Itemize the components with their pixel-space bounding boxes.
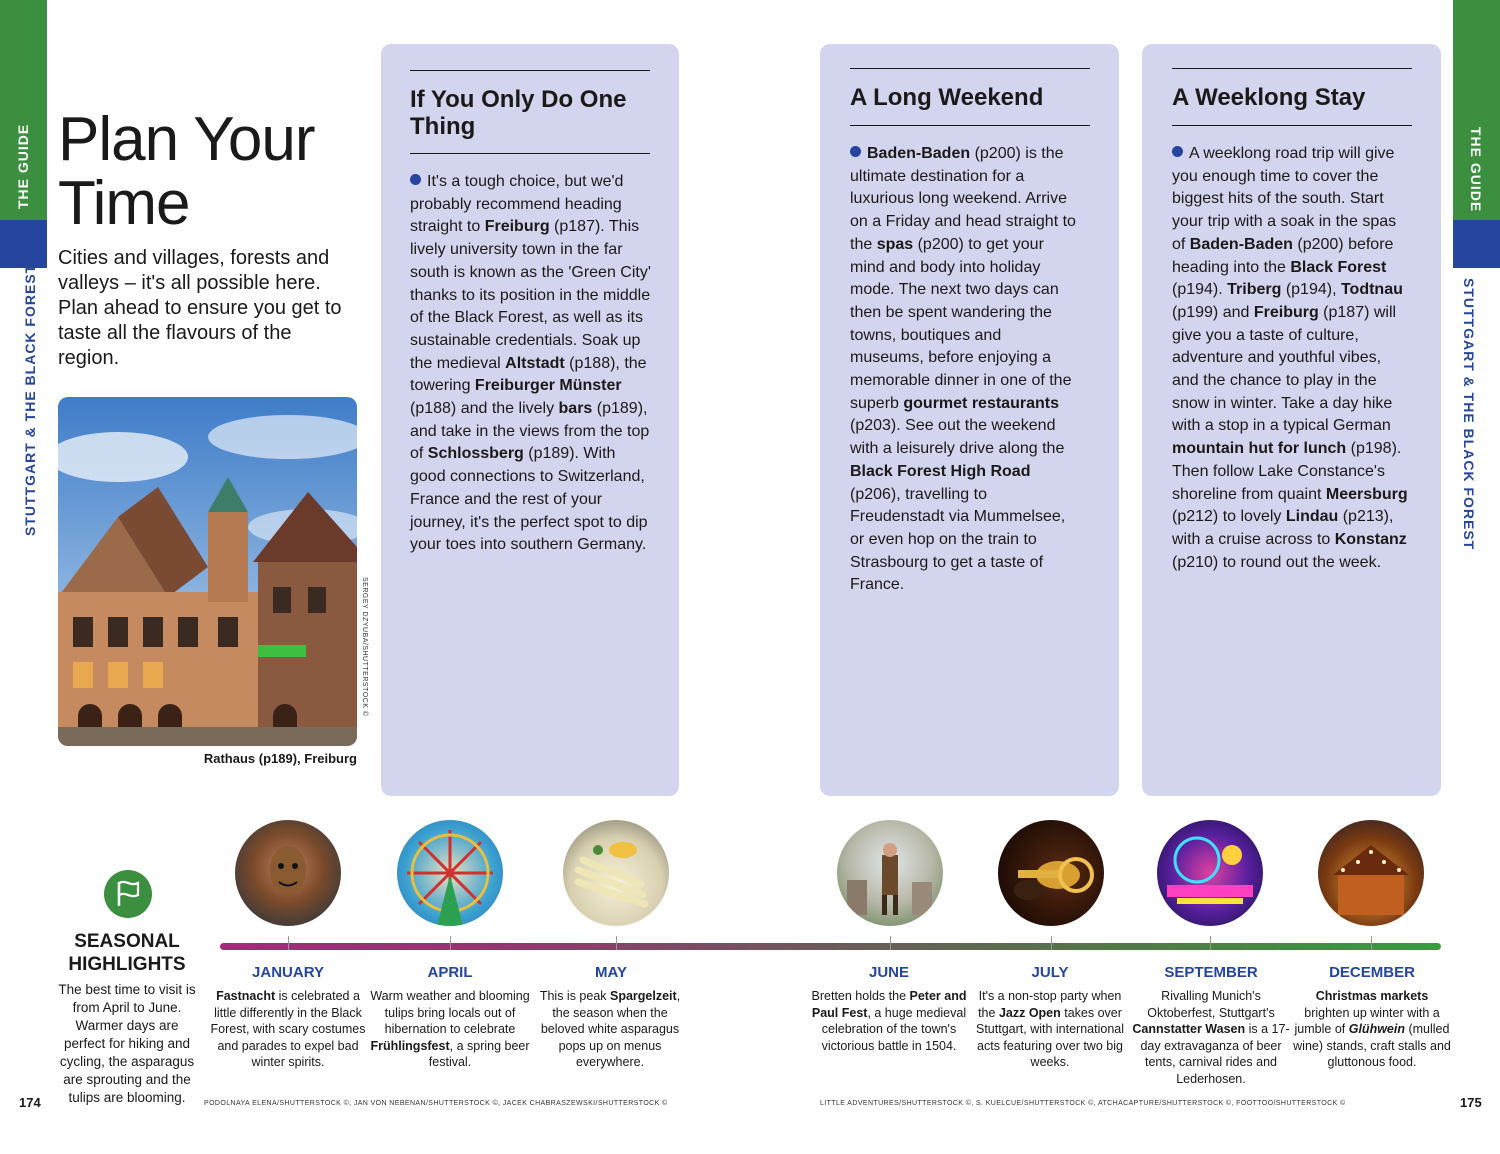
right-tab-guide-label: THE GUIDE	[1468, 127, 1484, 213]
credits-left: PODOLNAYA ELENA/SHUTTERSTOCK ©, JAN VON NEBENAN/SHUTTERSTOCK ©, JACEK CHABRASZEWSKI/SHUTTERSTOCK ©	[204, 1100, 668, 1107]
credits-right: LITTLE ADVENTURES/SHUTTERSTOCK ©, S. KUELCUE/SHUTTERSTOCK ©, ATCHACAPTURE/SHUTTERSTOCK ©, FOOTTOO/SHUTTERSTOCK ©	[820, 1100, 1346, 1107]
month-january: JANUARY	[252, 964, 324, 981]
month-june-text: Bretten holds the Peter and Paul Fest, a huge medieval celebration of the town's victorious battle in 1504.	[811, 989, 967, 1053]
tick-june	[890, 936, 891, 950]
tick-december	[1371, 936, 1372, 950]
card-long-weekend-title: A Long Weekend	[850, 84, 1044, 111]
june-photo	[837, 820, 943, 926]
page-number-left: 174	[19, 1095, 41, 1110]
card-weeklong-stay-title: A Weeklong Stay	[1172, 84, 1366, 111]
month-january-text: Fastnacht is celebrated a little differently in the Black Forest, with scary costumes and parades to expel bad winter spirits.	[210, 989, 366, 1069]
card-weeklong-stay-body: A weeklong road trip will give you enough time to cover the biggest hits of the south. Start your trip with a soak in the spas of Baden-Baden (p200) before heading into the Black Forest (p194). Triberg (p194), Todtnau (p199) and Freiburg (p187) will give you a taste of culture, adventure and youthful vibes, and the chance to play in the snow in winter. Take a day hike with a stop in a typical German mountain hut for lunch (p198). Then follow Lake Constance's shoreline from quaint Meersburg (p212) to lovely Lindau (p213), with a cruise across to Konstanz (p210) to round out the week.	[1172, 145, 1408, 571]
month-december-text: Christmas markets brighten up winter with a jumble of Glühwein (mulled wine) stands, craft stalls and gluttonous food.	[1293, 989, 1451, 1069]
month-june: JUNE	[868, 964, 909, 981]
tick-july	[1051, 936, 1052, 950]
month-april-text: Warm weather and blooming tulips bring locals out of hibernation to celebrate Frühlingsfest, a spring beer festival.	[370, 989, 530, 1069]
card-weeklong-stay-top-rule	[1172, 68, 1412, 69]
tick-september	[1210, 936, 1211, 950]
month-may-text: This is peak Spargelzeit, the season when the beloved white asparagus pops up on menus everywhere.	[539, 989, 681, 1069]
month-july-text: It's a non-stop party when the Jazz Open takes over Stuttgart, with international acts featuring over two big weeks.	[976, 989, 1124, 1069]
month-december: DECEMBER	[1329, 964, 1415, 981]
bullet-dot-icon	[1172, 146, 1183, 157]
january-photo	[235, 820, 341, 926]
card-one-thing-bottom-rule	[410, 153, 650, 154]
september-photo	[1157, 820, 1263, 926]
card-one-thing-top-rule	[410, 70, 650, 71]
left-tab-guide-label: THE GUIDE	[15, 123, 31, 209]
intro-text: Cities and villages, forests and valleys – it's all possible here. Plan ahead to ensure you get to taste all the flavours of the region.	[58, 247, 342, 369]
left-tab-blue	[0, 220, 47, 268]
photo-credit: SERGEY DZYUBA/SHUTTERSTOCK ©	[361, 577, 368, 717]
july-photo	[998, 820, 1104, 926]
card-long-weekend-bottom-rule	[850, 125, 1090, 126]
left-tab-region-label: STUTTGART & THE BLACK FOREST	[22, 263, 38, 536]
page-number-right: 175	[1460, 1095, 1482, 1110]
month-september: SEPTEMBER	[1164, 964, 1258, 981]
page-title: Plan Your Time	[58, 105, 315, 238]
seasonal-title: SEASONAL HIGHLIGHTS	[68, 931, 186, 975]
december-photo	[1318, 820, 1424, 926]
tick-may	[616, 936, 617, 950]
tick-january	[288, 936, 289, 950]
right-tab-region-label: STUTTGART & THE BLACK FOREST	[1461, 278, 1477, 551]
card-long-weekend-body: Baden-Baden (p200) is the ultimate destination for a luxurious long weekend. Arrive on a Friday and head straight to the spas (p200) to get your mind and body into holiday mode. The next two days can then be spent wandering the towns, boutiques and museums, before enjoying a memorable dinner in one of the superb gourmet restaurants (p203). See out the weekend with a leisurely drive along the Black Forest High Road (p206), travelling to Freudenstadt via Mummelsee, or even hop on the train to Strasbourg to get a taste of France.	[850, 145, 1076, 594]
seasonal-body: The best time to visit is from April to June. Warmer days are perfect for hiking and cycling, the asparagus are sprouting and the tulips are blooming.	[58, 982, 196, 1105]
tick-april	[450, 936, 451, 950]
bullet-dot-icon	[410, 174, 421, 185]
may-photo	[563, 820, 669, 926]
month-april: APRIL	[427, 964, 473, 981]
flag-icon	[104, 870, 152, 918]
right-tab-blue	[1453, 220, 1500, 268]
month-july: JULY	[1031, 964, 1069, 981]
card-one-thing-body: It's a tough choice, but we'd probably recommend heading straight to Freiburg (p187). This lively university town in the far south is known as the 'Green City' thanks to its position in the middle of the Black Forest, as well as its sustainable credentials. Soak up the medieval Altstadt (p188), the towering Freiburger Münster (p188) and the lively bars (p189), and take in the views from the top of Schlossberg (p189). With good connections to Switzerland, France and the rest of your journey, it's the perfect spot to dip your toes into southern Germany.	[410, 173, 651, 554]
month-september-text: Rivalling Munich's Oktoberfest, Stuttgart's Cannstatter Wasen is a 17-day extravaganza of beer tents, carnival rides and Lederhosen.	[1132, 989, 1290, 1086]
timeline-bar	[220, 943, 1441, 950]
card-one-thing-title: If You Only Do One Thing	[410, 86, 627, 140]
card-long-weekend-top-rule	[850, 68, 1090, 69]
bullet-dot-icon	[850, 146, 861, 157]
rathaus-illustration	[58, 397, 357, 746]
april-photo	[397, 820, 503, 926]
month-may: MAY	[595, 964, 627, 981]
photo-caption: Rathaus (p189), Freiburg	[203, 751, 357, 766]
card-weeklong-stay-bottom-rule	[1172, 125, 1412, 126]
rathaus-photo	[58, 397, 357, 746]
